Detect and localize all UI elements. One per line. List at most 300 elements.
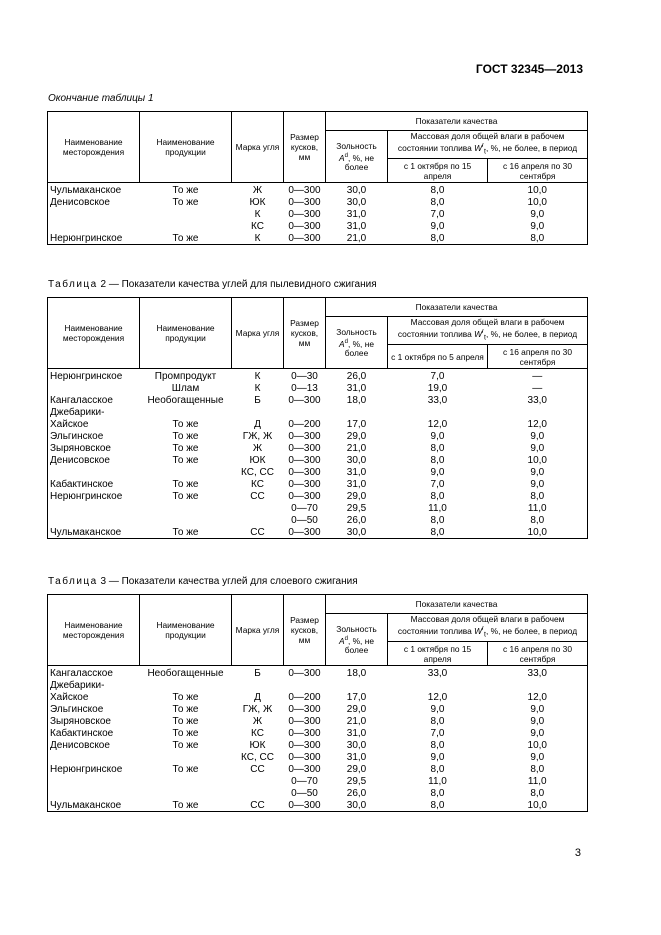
col-header-moisture (388, 131, 588, 159)
table-cell: 9,0 (430, 703, 445, 715)
table-cell: 10,0 (488, 196, 588, 208)
table-cell: Зыряновское (48, 715, 140, 727)
table-cell: 10,0 (488, 454, 588, 466)
col-header-deposit: Наименование месторождения (48, 595, 140, 666)
table-cell: Денисовское (48, 454, 140, 466)
table-cell (284, 406, 326, 418)
table-cell: То же (172, 478, 199, 490)
table-row (48, 739, 588, 751)
table-row (48, 751, 588, 763)
table-row (48, 715, 588, 727)
table-cell: Д (254, 691, 261, 703)
table-cell: 8,0 (430, 196, 445, 208)
table-cell (140, 220, 232, 232)
table-cell: СС (250, 763, 265, 775)
table-cell: Чульмаканское (48, 183, 140, 197)
moisture-subscript: t (484, 334, 486, 342)
ash-superscript: d (344, 635, 348, 642)
table-cell: 21,0 (346, 715, 367, 727)
table-cell: 8,0 (430, 787, 445, 799)
col-header-grade: Марка угля (232, 298, 284, 369)
ash-symbol: A (339, 338, 345, 349)
table-cell (140, 514, 232, 526)
moisture-superscript: r (482, 626, 485, 633)
table-cell: Ж (252, 442, 263, 454)
table-cell: 11,0 (488, 502, 588, 514)
col-header-period-1: с 1 октября по 5 апреля (388, 345, 488, 369)
table-cell (488, 406, 588, 418)
col-header-product: Наименование продукции (140, 595, 232, 666)
table-cell: Шлам (171, 382, 200, 394)
moisture-note: , %, не более, в период (485, 329, 578, 340)
table-cell (488, 679, 588, 691)
table-cell (232, 514, 284, 526)
header-row (48, 595, 588, 614)
col-header-quality: Показатели качества (326, 595, 588, 614)
table-cell: 10,0 (488, 739, 588, 751)
table-cell: 29,0 (346, 703, 367, 715)
table-row (48, 442, 588, 454)
table-cell: 17,0 (346, 418, 367, 430)
table-cell: 8,0 (430, 490, 445, 502)
table-cell: 0—300 (288, 727, 321, 739)
table-2 (47, 297, 588, 539)
table-cell: 31,0 (346, 208, 367, 220)
table-cell: 8,0 (430, 715, 445, 727)
moisture-symbol: W (474, 329, 483, 340)
table-row (48, 679, 588, 691)
table-cell: Эльгинское (48, 430, 140, 442)
col-header-size: Размер кусков, мм (284, 112, 326, 183)
table-cell: 29,0 (346, 763, 367, 775)
table-cell (48, 502, 140, 514)
table-row (48, 763, 588, 775)
table-row (48, 703, 588, 715)
table-cell: 0—13 (291, 382, 318, 394)
table-row (48, 787, 588, 799)
table1-caption: Окончание таблицы 1 (48, 93, 154, 104)
table-cell: 0—300 (288, 394, 321, 406)
table-cell: 7,0 (430, 370, 445, 382)
table-cell (140, 787, 232, 799)
table-cell: 0—300 (288, 220, 321, 232)
table-cell: То же (172, 454, 199, 466)
table2-number: 2 (100, 279, 107, 290)
table-cell: ЮК (249, 454, 266, 466)
table-cell: 0—70 (291, 502, 318, 514)
table-cell: 7,0 (430, 208, 445, 220)
table-cell (388, 679, 488, 691)
col-header-product: Наименование продукции (140, 112, 232, 183)
table-cell: 8,0 (430, 514, 445, 526)
table-cell: 8,0 (430, 763, 445, 775)
table-cell: КС, СС (241, 466, 274, 478)
col-header-quality: Показатели качества (326, 298, 588, 317)
table-cell: 29,5 (346, 502, 367, 514)
table-cell: 30,0 (326, 526, 388, 539)
table-cell: 9,0 (430, 466, 445, 478)
table-cell: Нерюнгринское (48, 763, 140, 775)
table-cell: 0—200 (288, 418, 321, 430)
table-cell: 8,0 (430, 184, 445, 196)
table-cell: 12,0 (488, 691, 588, 703)
table-row (48, 514, 588, 526)
table-row (48, 478, 588, 490)
table-cell (140, 466, 232, 478)
table-cell: То же (172, 184, 199, 196)
table-cell: Кабактинское (48, 478, 140, 490)
moisture-label: Массовая доля общей влаги в рабочем состоянии топлива (397, 317, 565, 340)
table-row (48, 727, 588, 739)
table-cell (232, 787, 284, 799)
table-cell: 9,0 (430, 430, 445, 442)
col-header-grade: Марка угля (232, 595, 284, 666)
table-cell: 17,0 (346, 691, 367, 703)
ash-note: , %, не более (344, 152, 374, 173)
table-cell (140, 406, 232, 418)
table-cell: СС (232, 799, 284, 812)
ash-label: Зольность (336, 140, 377, 151)
moisture-subscript: t (484, 148, 486, 156)
table3-title: — Показатели качества углей для слоевого сжигания (108, 576, 358, 587)
table-cell: 30,0 (346, 454, 367, 466)
table-row (48, 454, 588, 466)
header-row (48, 298, 588, 317)
table-cell: То же (172, 727, 199, 739)
table-cell: Эльгинское (48, 703, 140, 715)
col-header-period-2: с 16 апреля по 30 сентября (488, 642, 588, 666)
table-cell: 10,0 (488, 799, 588, 812)
table-row (48, 466, 588, 478)
table-cell: Необогащенные (147, 667, 224, 679)
table3-number: 3 (100, 576, 107, 587)
table-row (48, 183, 588, 197)
col-header-grade: Марка угля (232, 112, 284, 183)
table-cell: 8,0 (488, 490, 588, 502)
table-row (48, 691, 588, 703)
header-row (48, 112, 588, 131)
col-header-period-1: с 1 октября по 15 апреля (388, 642, 488, 666)
table-cell: 33,0 (488, 666, 588, 680)
table-cell: Промпродукт (154, 370, 217, 382)
moisture-note: , %, не более, в период (485, 626, 578, 637)
moisture-symbol: W (474, 626, 483, 637)
table-row (48, 394, 588, 406)
document-standard-number: ГОСТ 32345—2013 (475, 62, 583, 76)
table-cell: То же (172, 418, 199, 430)
table-row (48, 406, 588, 418)
table-cell: 9,0 (488, 430, 588, 442)
table-cell: КС (251, 220, 264, 232)
table-cell: 9,0 (488, 478, 588, 490)
col-header-period-1: с 1 октября по 15 апреля (388, 159, 488, 183)
table-cell: Чульмаканское (48, 799, 140, 812)
table2-title: — Показатели качества углей для пылевидного сжигания (108, 279, 377, 290)
table-cell (232, 502, 284, 514)
table-cell: То же (172, 763, 199, 775)
table-cell: ЮК (249, 739, 266, 751)
table-cell (48, 466, 140, 478)
table-cell: 10,0 (488, 526, 588, 539)
table-cell: 0—300 (288, 184, 321, 196)
ash-label: Зольность (336, 326, 377, 337)
table-header (48, 298, 588, 369)
table-cell: 0—300 (288, 454, 321, 466)
table-cell: То же (172, 739, 199, 751)
table-cell: Б (254, 667, 261, 679)
table-row (48, 502, 588, 514)
table-cell: 8,0 (388, 526, 488, 539)
table-cell: 0—300 (288, 739, 321, 751)
table-body (48, 666, 588, 812)
table-cell: 0—300 (288, 442, 321, 454)
table-cell: 30,0 (326, 799, 388, 812)
col-header-moisture (388, 317, 588, 345)
table-cell: То же (172, 442, 199, 454)
table-cell: 0—300 (288, 703, 321, 715)
table-body (48, 369, 588, 539)
table-cell: 31,0 (346, 466, 367, 478)
table-cell: Нерюнгринское (48, 369, 140, 383)
table-cell: ГЖ, Ж (242, 430, 273, 442)
table-cell: 18,0 (346, 667, 367, 679)
table-cell: 9,0 (488, 208, 588, 220)
table-cell: 0—300 (284, 526, 326, 539)
table-cell: 8,0 (388, 232, 488, 245)
col-header-deposit: Наименование месторождения (48, 298, 140, 369)
col-header-size: Размер кусков, мм (284, 298, 326, 369)
table-cell: 21,0 (346, 442, 367, 454)
table-cell: 31,0 (346, 220, 367, 232)
table-cell: То же (172, 703, 199, 715)
table-cell: 31,0 (346, 478, 367, 490)
table-cell (140, 208, 232, 220)
table-cell (388, 406, 488, 418)
table-cell: 30,0 (346, 739, 367, 751)
table2-caption (48, 279, 377, 290)
table-cell: 9,0 (430, 751, 445, 763)
table-cell (48, 220, 140, 232)
table-cell: Денисовское (48, 739, 140, 751)
table-cell: 33,0 (488, 394, 588, 406)
table-cell (232, 775, 284, 787)
table-cell: 12,0 (488, 418, 588, 430)
table-cell: 9,0 (488, 703, 588, 715)
table-cell: Кангаласское (48, 394, 140, 406)
table-cell: 11,0 (428, 775, 447, 787)
table-cell (284, 679, 326, 691)
table-cell: 0—300 (288, 490, 321, 502)
table-header (48, 112, 588, 183)
table-cell: То же (172, 490, 199, 502)
table-cell: 26,0 (346, 370, 367, 382)
table-cell: То же (172, 691, 199, 703)
table-cell: 29,0 (346, 490, 367, 502)
table-cell: То же (172, 196, 199, 208)
table-cell: Денисовское (48, 196, 140, 208)
table-cell (48, 208, 140, 220)
table-cell (48, 775, 140, 787)
table-cell (232, 679, 284, 691)
table-cell (326, 679, 388, 691)
table-cell: 8,0 (430, 442, 445, 454)
table-cell: 8,0 (388, 799, 488, 812)
table-cell: 18,0 (346, 394, 367, 406)
table-3 (47, 594, 588, 812)
table-cell: — (488, 369, 588, 383)
table-row (48, 799, 588, 812)
table-cell: 29,0 (346, 430, 367, 442)
table-cell: 9,0 (488, 727, 588, 739)
table3-label: Таблица (48, 576, 98, 587)
table3-caption (48, 576, 358, 587)
table-cell: 9,0 (488, 220, 588, 232)
table-cell: 0—200 (288, 691, 321, 703)
table-cell: 0—300 (288, 196, 321, 208)
table-cell: 8,0 (488, 514, 588, 526)
table-cell: 0—300 (288, 466, 321, 478)
table-cell: ГЖ, Ж (242, 703, 273, 715)
table-cell: 31,0 (346, 751, 367, 763)
table-cell: 0—300 (288, 667, 321, 679)
ash-symbol: A (339, 152, 345, 163)
table-cell (232, 406, 284, 418)
table-cell: 31,0 (346, 382, 367, 394)
table-cell: То же (140, 232, 232, 245)
table-cell: Нерюнгринское (48, 232, 140, 245)
moisture-note: , %, не более, в период (485, 143, 578, 154)
col-header-product: Наименование продукции (140, 298, 232, 369)
table-row (48, 369, 588, 383)
table-cell: 7,0 (430, 727, 445, 739)
table-cell: 8,0 (430, 454, 445, 466)
table-cell: 10,0 (488, 183, 588, 197)
table-cell: 30,0 (346, 196, 367, 208)
table-row (48, 382, 588, 394)
col-header-period-2: с 16 апреля по 30 сентября (488, 345, 588, 369)
col-header-ash (326, 317, 388, 369)
table-cell: ЮК (249, 196, 266, 208)
table-cell: 26,0 (346, 514, 367, 526)
table-cell: 19,0 (427, 382, 448, 394)
table-cell: 9,0 (488, 715, 588, 727)
table-cell: 0—300 (288, 430, 321, 442)
ash-symbol: A (339, 635, 345, 646)
table-cell: 0—300 (284, 232, 326, 245)
col-header-ash (326, 131, 388, 183)
table-cell: 7,0 (430, 478, 445, 490)
table-cell: 8,0 (488, 763, 588, 775)
table-row (48, 526, 588, 539)
table-cell: Хайское (48, 691, 140, 703)
table-cell (140, 751, 232, 763)
table-cell: 11,0 (488, 775, 588, 787)
table-cell: 0—50 (291, 514, 318, 526)
table-row (48, 220, 588, 232)
table2-label: Таблица (48, 279, 98, 290)
table-cell (140, 502, 232, 514)
table-cell: Ж (252, 184, 263, 196)
table-header (48, 595, 588, 666)
table-cell: 33,0 (427, 667, 448, 679)
table-cell: 0—70 (291, 775, 318, 787)
table-cell: Б (254, 394, 261, 406)
table-cell (48, 382, 140, 394)
table-row (48, 196, 588, 208)
table-cell (140, 679, 232, 691)
table-cell: — (488, 382, 588, 394)
table-cell (140, 775, 232, 787)
table-cell: Кабактинское (48, 727, 140, 739)
moisture-superscript: r (482, 143, 485, 150)
table-cell: КС (251, 478, 264, 490)
col-header-ash (326, 614, 388, 666)
table-cell: КС, СС (241, 751, 274, 763)
table-cell: 0—300 (288, 715, 321, 727)
table-cell: 0—30 (291, 370, 318, 382)
moisture-symbol: W (474, 143, 483, 154)
table-row (48, 418, 588, 430)
table-cell: То же (172, 430, 199, 442)
table-cell: 0—300 (288, 763, 321, 775)
table-cell: Кангаласское (48, 666, 140, 680)
table-cell: 0—300 (288, 478, 321, 490)
table-cell: Зыряновское (48, 442, 140, 454)
table-cell (48, 514, 140, 526)
ash-superscript: d (344, 338, 348, 345)
table-cell: Ж (252, 715, 263, 727)
ash-label: Зольность (336, 623, 377, 634)
page-number: 3 (574, 847, 581, 859)
table-cell: 31,0 (346, 727, 367, 739)
table-cell: Хайское (48, 418, 140, 430)
table-cell: То же (172, 715, 199, 727)
col-header-size: Размер кусков, мм (284, 595, 326, 666)
table-cell: К (254, 208, 261, 220)
table-cell: СС (232, 526, 284, 539)
ash-note: , %, не более (344, 338, 374, 359)
table-cell: 29,5 (346, 775, 367, 787)
table-cell: 33,0 (427, 394, 448, 406)
col-header-quality: Показатели качества (326, 112, 588, 131)
table-cell: Необогащенные (147, 394, 224, 406)
table-cell: 0—300 (288, 751, 321, 763)
ash-note: , %, не более (344, 635, 374, 656)
col-header-deposit: Наименование месторождения (48, 112, 140, 183)
table-cell: 30,0 (346, 184, 367, 196)
table-cell (48, 787, 140, 799)
table-cell: 21,0 (326, 232, 388, 245)
table-row (48, 208, 588, 220)
table-cell: Джебарики- (48, 679, 140, 691)
moisture-subscript: t (484, 631, 486, 639)
table-cell: 9,0 (488, 751, 588, 763)
table-cell: 8,0 (430, 739, 445, 751)
ash-superscript: d (344, 152, 348, 159)
col-header-moisture (388, 614, 588, 642)
table-cell: 9,0 (430, 220, 445, 232)
table-cell: К (254, 382, 261, 394)
table-cell: Джебарики- (48, 406, 140, 418)
table-cell: 12,0 (427, 418, 448, 430)
moisture-label: Массовая доля общей влаги в рабочем состоянии топлива (397, 614, 565, 637)
table-cell: Чульмаканское (48, 526, 140, 539)
table-cell: К (232, 232, 284, 245)
table-cell: 12,0 (427, 691, 448, 703)
table-cell: 9,0 (488, 442, 588, 454)
table-cell: 26,0 (346, 787, 367, 799)
table-1 (47, 111, 588, 245)
